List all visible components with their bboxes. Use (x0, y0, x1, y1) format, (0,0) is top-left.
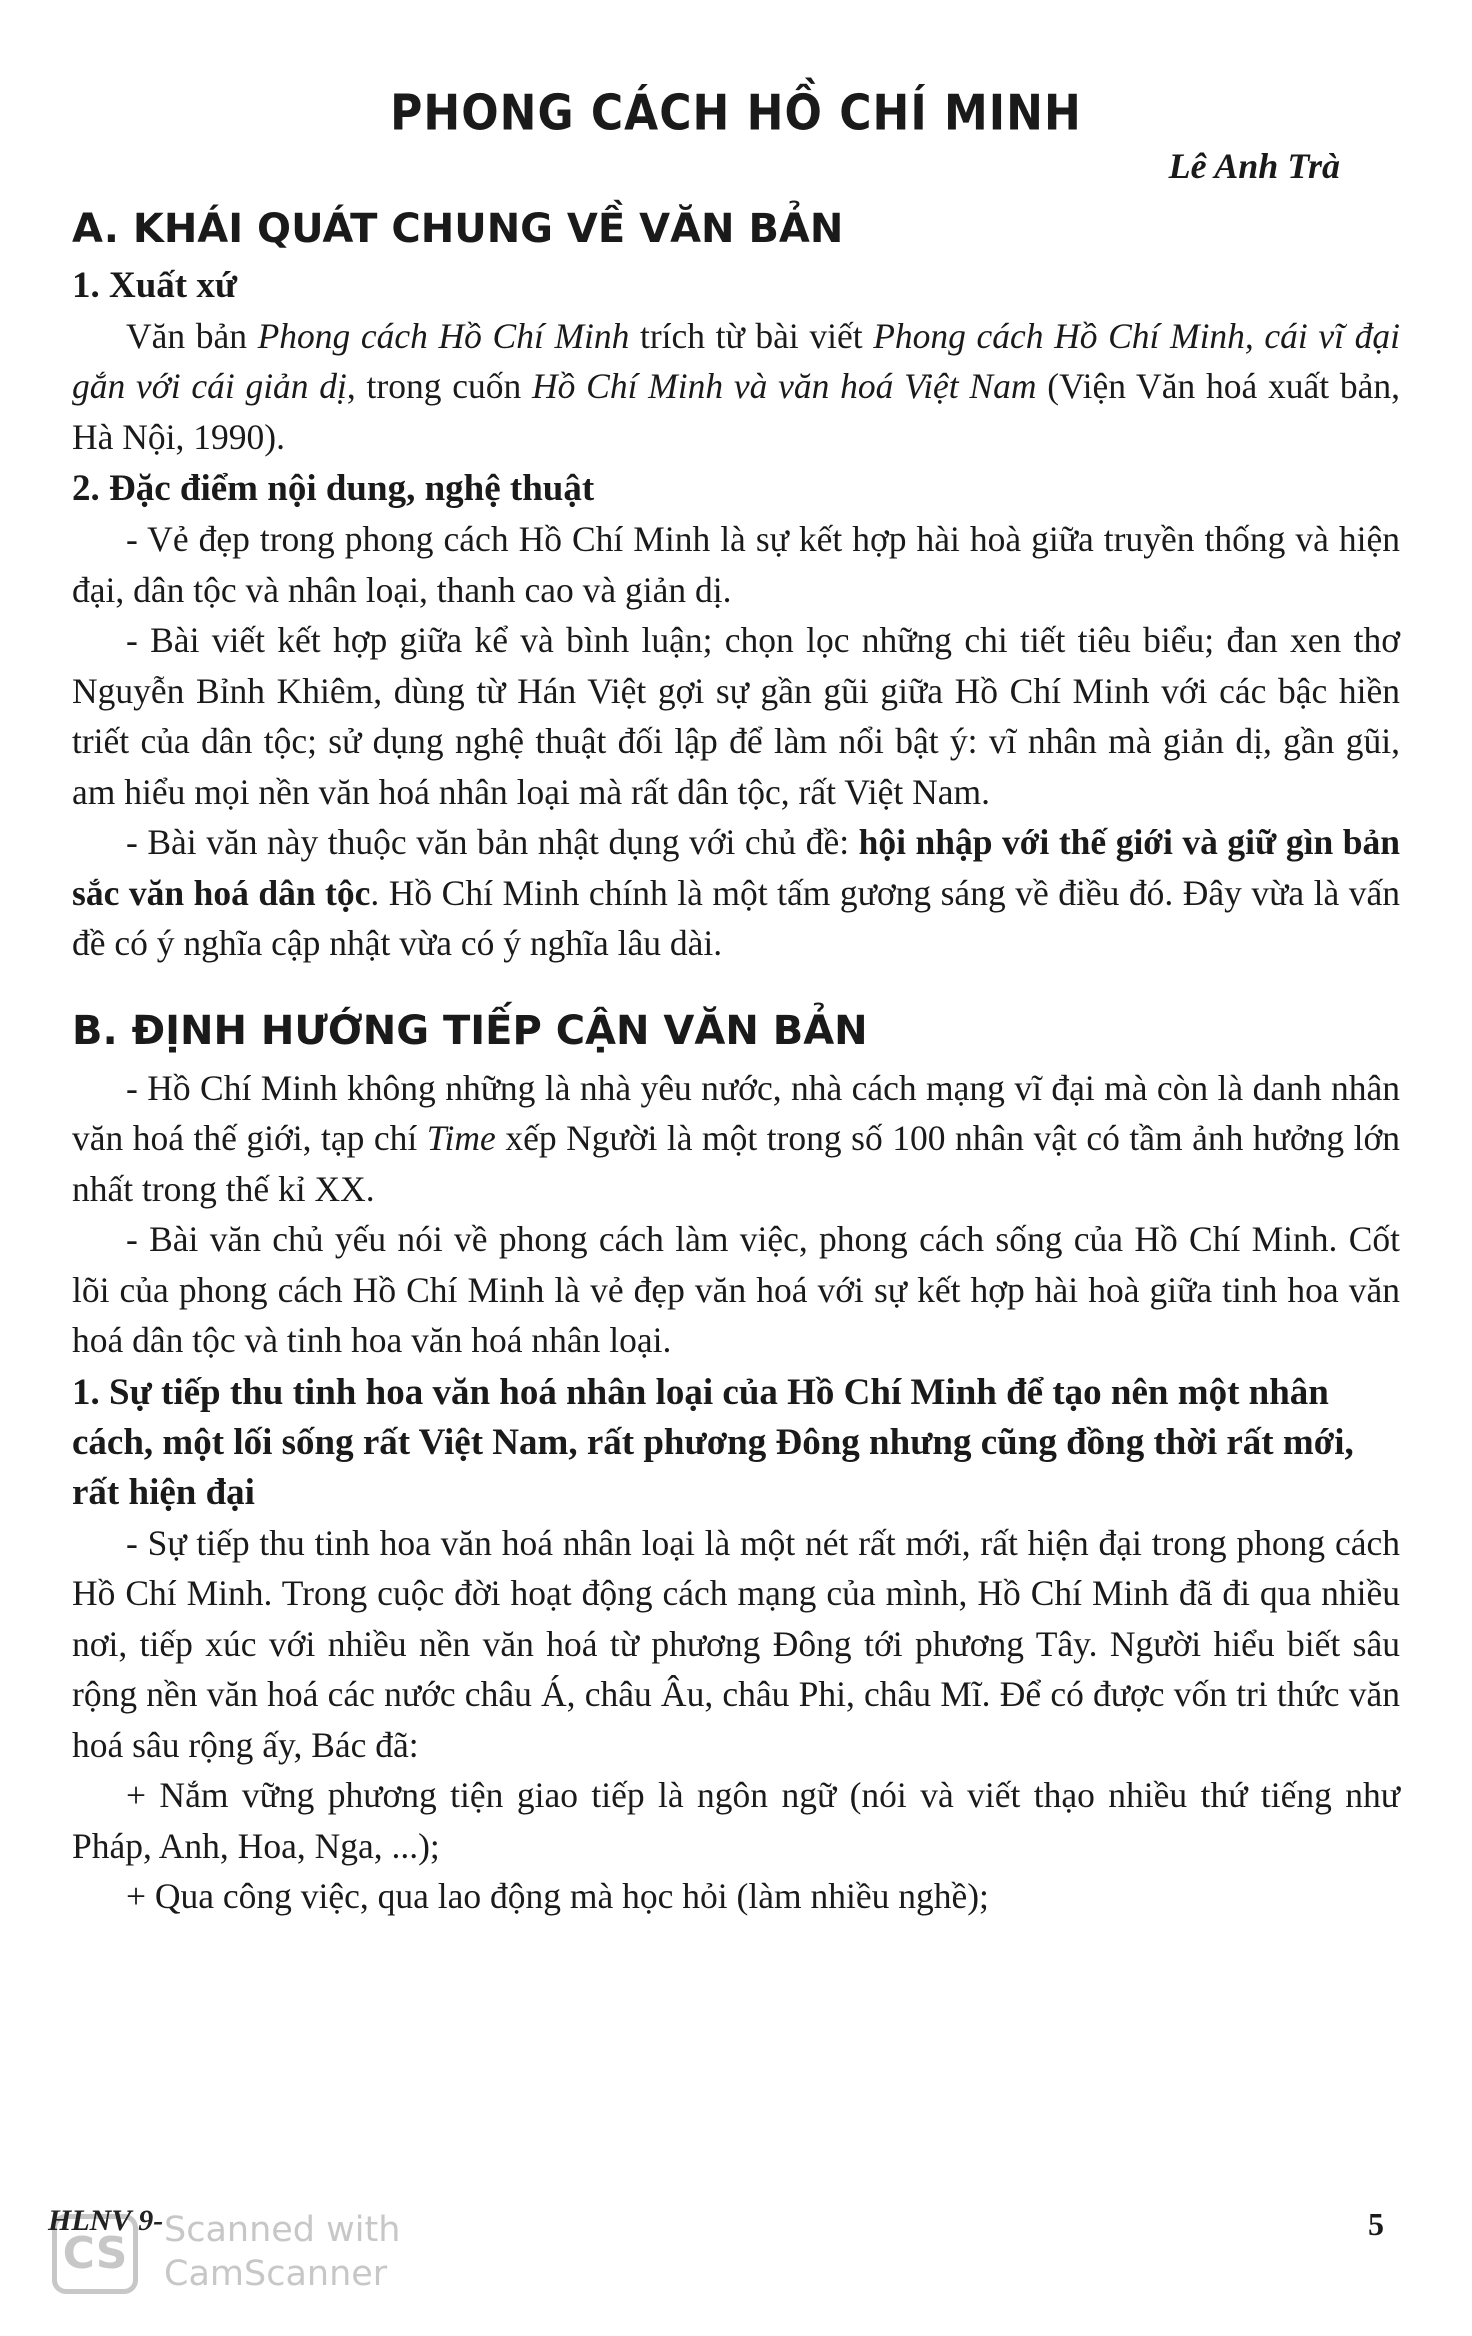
text-run: , trong cuốn (346, 366, 532, 407)
text-run: . Hồ Chí Minh chính là một tấm gương sáng về điều đó. Đây vừa là vấn đề có ý nghĩa cập nhật vừa có ý nghĩa lâu dài. (72, 872, 1400, 964)
watermark-line-2: CamScanner (164, 2254, 388, 2294)
section-b-sub1-paragraph-1: - Sự tiếp thu tinh hoa văn hoá nhân loại là một nét rất mới, rất hiện đại trong phong cách Hồ Chí Minh. Trong cuộc đời hoạt động cách mạng của mình, Hồ Chí Minh đã đi qua nhiều nơi, tiếp xúc với nhiều nền văn hoá từ phương Đông tới phương Tây. Người hiểu biết sâu rộng nền văn hoá các nước châu Á, châu Âu, châu Phi, châu Mĩ. Để có được vốn tri thức văn hoá sâu rộng ấy, Bác đã: (72, 1522, 1400, 1765)
page-content (72, 84, 1400, 1922)
section-a-sub1-heading: 1. Xuất xứ (72, 265, 238, 306)
document-title: PHONG CÁCH HỒ CHÍ MINH (390, 84, 1082, 143)
author-name: Lê Anh Trà (1168, 146, 1340, 186)
watermark-line-1: Scanned with (164, 2210, 401, 2250)
content-paragraph-1: - Vẻ đẹp trong phong cách Hồ Chí Minh là sự kết hợp hài hoà giữa truyền thống và hiện đại, dân tộc và nhân loại, thanh cao và giản dị. (72, 519, 1400, 610)
text-run: - Bài văn này thuộc văn bản nhật dụng với chủ đề: (126, 822, 859, 863)
section-b-paragraph-2: - Bài văn chủ yếu nói về phong cách làm việc, phong cách sống của Hồ Chí Minh. Cốt lõi của phong cách Hồ Chí Minh là vẻ đẹp văn hoá với sự kết hợp hài hoà giữa tinh hoa văn hoá dân tộc và tinh hoa văn hoá nhân loại. (72, 1219, 1400, 1361)
italic-run: Time (426, 1118, 496, 1159)
section-b-heading: B. ĐỊNH HƯỚNG TIẾP CẬN VĂN BẢN (72, 1007, 868, 1054)
section-b-sub1-paragraph-2: + Nắm vững phương tiện giao tiếp là ngôn ngữ (nói và viết thạo nhiều thứ tiếng như Pháp, Anh, Hoa, Nga, ...); (72, 1775, 1400, 1866)
section-b-sub1-paragraph-3: + Qua công việc, qua lao động mà học hỏi (làm nhiều nghề); (126, 1876, 989, 1917)
content-paragraph-3 (72, 817, 1400, 969)
text-run: Văn bản (126, 315, 258, 356)
text-run: trích từ bài viết (629, 315, 874, 356)
section-a-sub2-heading: 2. Đặc điểm nội dung, nghệ thuật (72, 468, 595, 510)
origin-paragraph (72, 311, 1400, 463)
text-run: (Viện Văn hoá xuất bản, Hà Nội, 1990). (72, 366, 1400, 457)
italic-run: Phong cách Hồ Chí Minh (257, 315, 630, 356)
text-run: xếp Người là một trong số 100 nhân vật có tầm ảnh hưởng lớn nhất trong thế kỉ XX. (72, 1118, 1400, 1209)
section-b-sub1-heading: 1. Sự tiếp thu tinh hoa văn hoá nhân loại của Hồ Chí Minh để tạo nên một nhân cách, một lối sống rất Việt Nam, rất phương Đông nhưng cũng đồng thời rất mới, rất hiện đại (72, 1371, 1354, 1513)
watermark-text (164, 2208, 424, 2296)
italic-run: Phong cách Hồ Chí Minh, cái vĩ đại gắn với cái giản dị (72, 315, 1400, 407)
content-paragraph-2: - Bài viết kết hợp giữa kể và bình luận; chọn lọc những chi tiết tiêu biểu; đan xen thơ Nguyễn Bỉnh Khiêm, dùng từ Hán Việt gợi sự gần gũi giữa Hồ Chí Minh với các bậc hiền triết của dân tộc; sử dụng nghệ thuật đối lập để làm nổi bật ý: vĩ nhân mà giản dị, gần gũi, am hiểu mọi nền văn hoá nhân loại mà rất dân tộc, rất Việt Nam. (72, 620, 1400, 812)
camscanner-logo-icon: CS (52, 2214, 138, 2294)
section-b-paragraph-1 (72, 1063, 1400, 1215)
footer-book-code: HLNV 9- (48, 2204, 164, 2237)
page-number: 5 (1368, 2206, 1384, 2242)
section-a-heading: A. KHÁI QUÁT CHUNG VỀ VĂN BẢN (72, 206, 844, 252)
text-run: - Hồ Chí Minh không những là nhà yêu nước, nhà cách mạng vĩ đại mà còn là danh nhân văn hoá thế giới, tạp chí (72, 1067, 1400, 1159)
bold-run: hội nhập với thế giới và giữ gìn bản sắc văn hoá dân tộc (72, 822, 1400, 913)
italic-run: Hồ Chí Minh và văn hoá Việt Nam (532, 366, 1037, 407)
